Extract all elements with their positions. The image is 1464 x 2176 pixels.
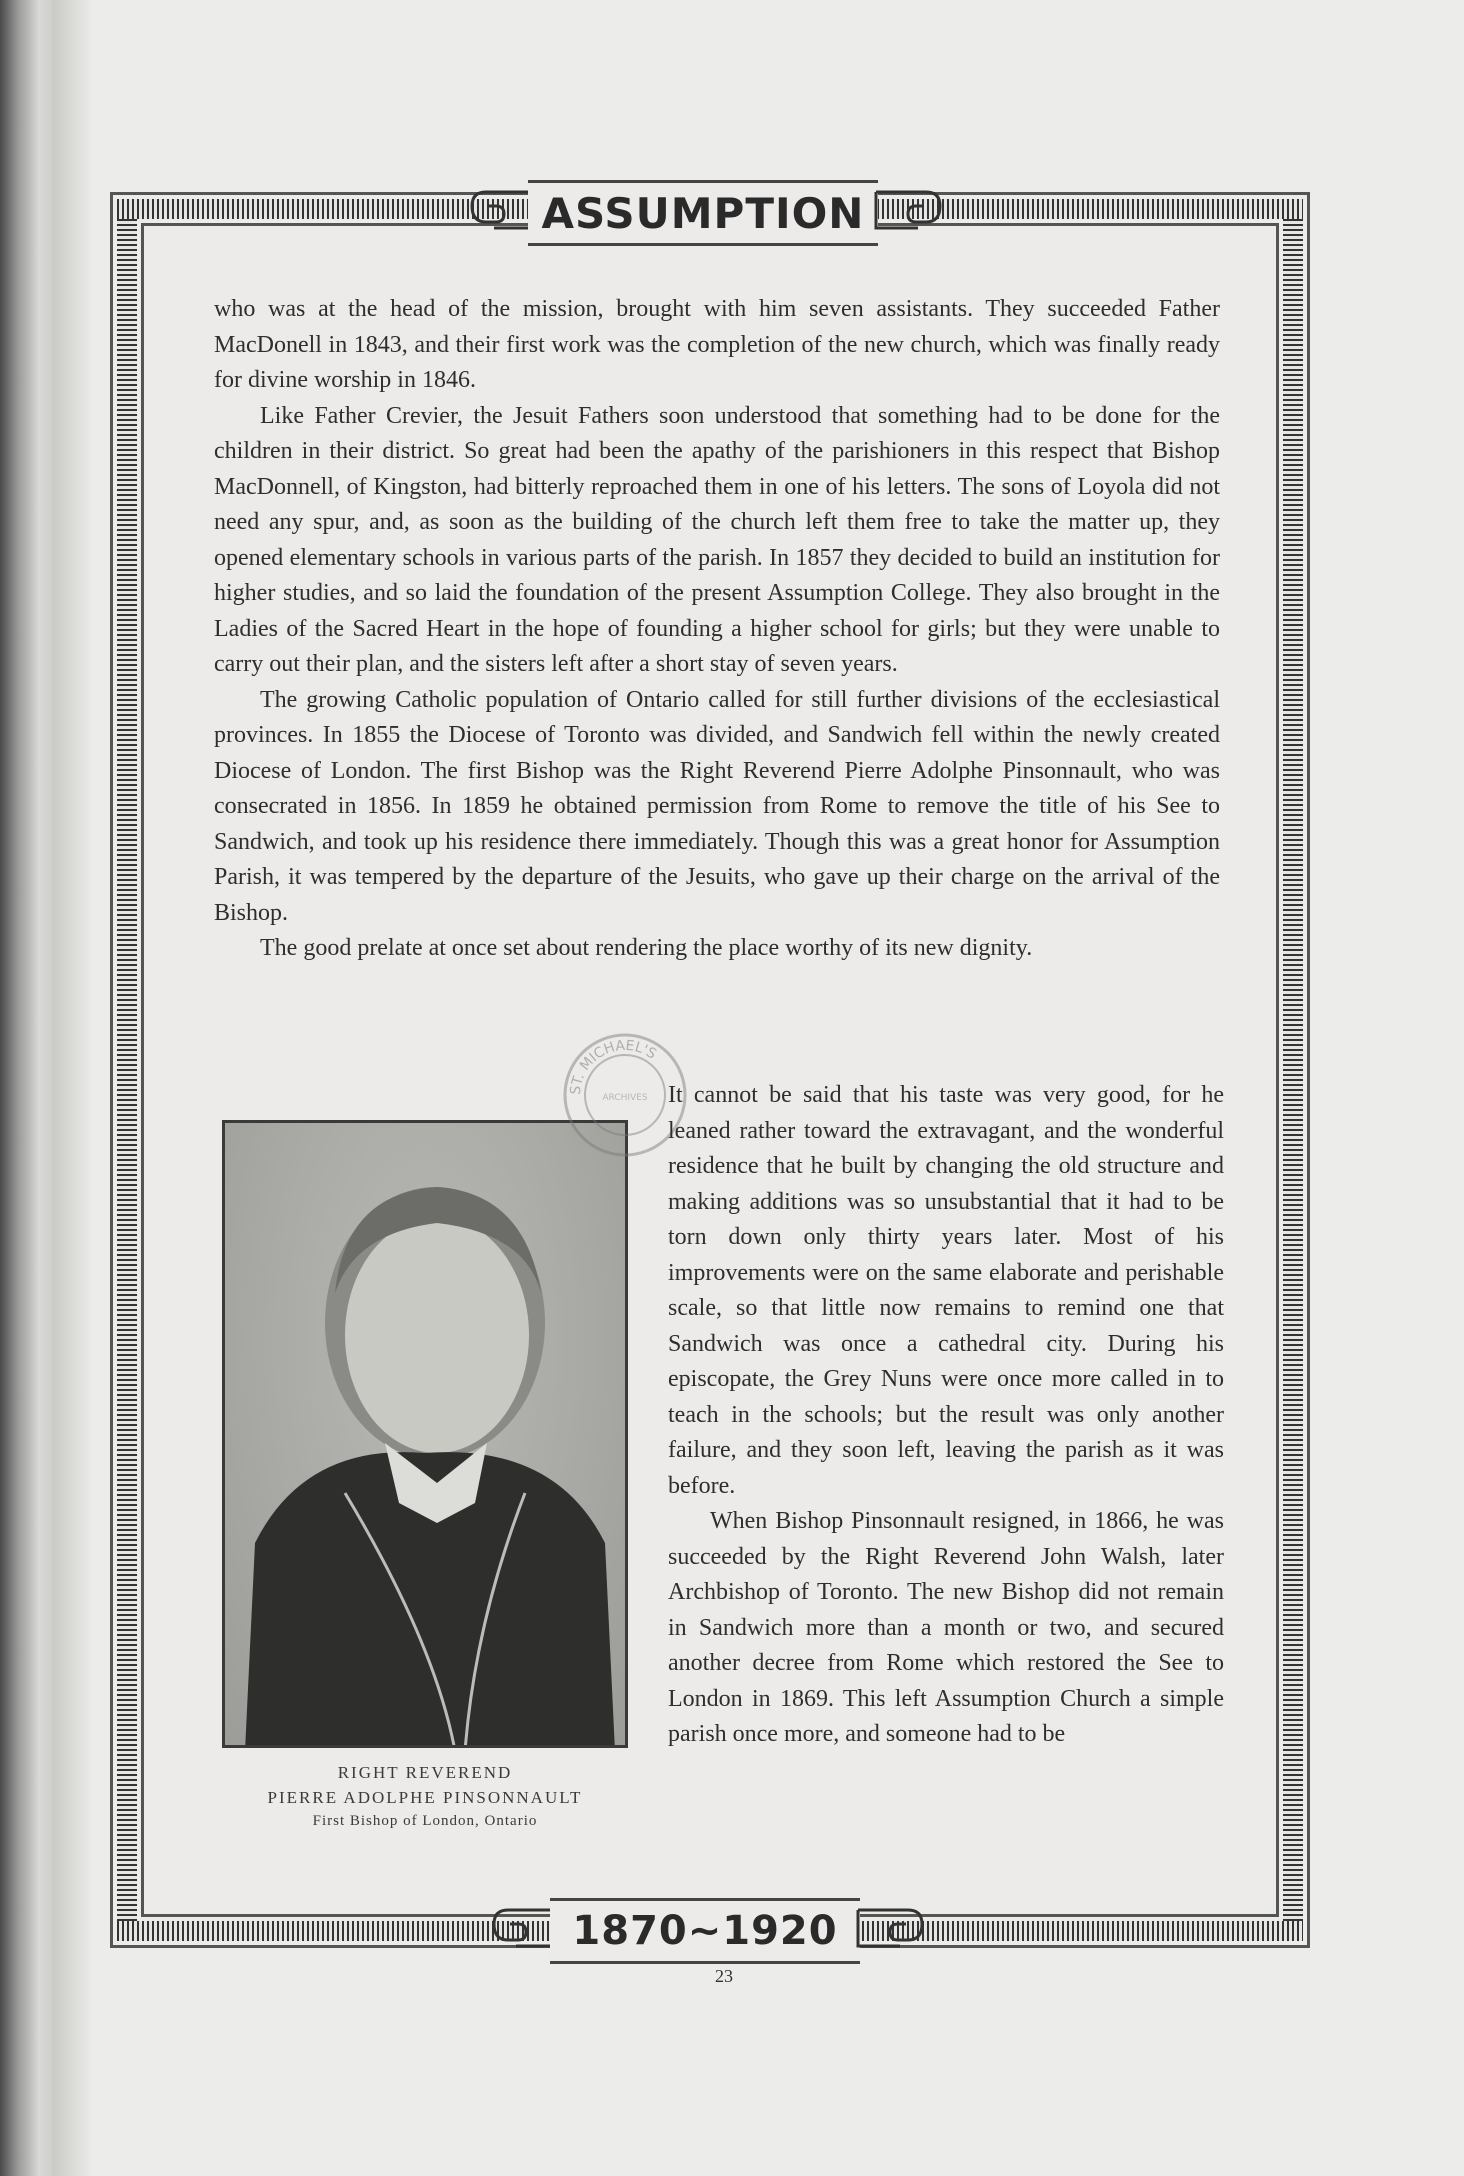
- caption-role: First Bishop of London, Ontario: [312, 1813, 538, 1829]
- scroll-ornament-bottom-right-icon: [856, 1900, 928, 1956]
- portrait-figure-icon: [225, 1123, 628, 1748]
- stamp-inner-text: ARCHIVES: [602, 1093, 648, 1103]
- column-paragraph-2: When Bishop Pinsonnault resigned, in 1866, he was succeeded by the Right Reverend John Walsh, later Archbishop of Toronto. The new Bishop did not remain in Sandwich more than a month or two, and secured another decree from Rome which restored the See to London in 1869. This left Assumption Church a simple parish once more, and someone had to be: [668, 1508, 1224, 1747]
- paragraph-2: Like Father Crevier, the Jesuit Fathers soon understood that something had to be done for the children in their district. So great had been the apathy of the parishioners in this respect that Bishop MacDonnell, of Kingston, had bitterly reproached them in one of his letters. The sons of Loyola did not need any spur, and, as soon as the building of the church left them free to take the matter up, they opened elementary schools in various parts of the parish. In 1857 they decided to build an institution for higher studies, and so laid the foundation of the present Assumption College. They also brought in the Ladies of the Sacred Heart in the hope of founding a higher school for girls; but they were unable to carry out their plan, and the sisters left after a short stay of seven years.: [214, 402, 1220, 677]
- portrait-caption: [222, 1760, 628, 1833]
- page-gutter: [52, 0, 92, 2176]
- paragraph-1: who was at the head of the mission, brought with him seven assistants. They succeeded Father MacDonell in 1843, and their first work was the completion of the new church, which was finally ready for divine worship in 1846.: [214, 296, 1220, 393]
- caption-name: PIERRE ADOLPHE PINSONNAULT: [267, 1788, 583, 1807]
- column-paragraph-1: It cannot be said that his taste was very good, for he leaned rather toward the extravagant, and the wonderful residence that he built by changing the old structure and making additions was so unsubstantial that it had to be torn down only thirty years later. Most of his improvements were on the same elaborate and perishable scale, so that little now remains to remind one that Sandwich was once a cathedral city. During his episcopate, the Grey Nuns were once more called in to teach in the schools; but the result was only another failure, and they soon left, leaving the parish as it was before.: [668, 1082, 1224, 1499]
- paragraph-4: The good prelate at once set about rendering the place worthy of its new dignity.: [260, 935, 1033, 961]
- scroll-ornament-right-icon: [874, 182, 946, 238]
- paragraph-3: The growing Catholic population of Ontario called for still further divisions of the ecclesiastical provinces. In 1855 the Diocese of Toronto was divided, and Sandwich fell within the newly created Diocese of London. The first Bishop was the Right Reverend Pierre Adolphe Pinsonnault, who was consecrated in 1856. In 1859 he obtained permission from Rome to remove the title of his See to Sandwich, and took up his residence there immediately. Though this was a great honor for Assumption Parish, it was tempered by the departure of the Jesuits, who gave up their charge on the arrival of the Bishop.: [214, 686, 1220, 926]
- banner-title: ASSUMPTION: [541, 188, 865, 238]
- stamp-text: ST. MICHAEL'S: [567, 1037, 660, 1096]
- adjacent-page-edge: [0, 0, 52, 2176]
- bishop-portrait-photo: [222, 1120, 628, 1748]
- footer-banner: [550, 1898, 860, 1964]
- right-column-text: [668, 1078, 1224, 1753]
- header-banner: [528, 180, 878, 246]
- svg-text:ST. MICHAEL'S: [568, 1038, 659, 1096]
- banner-years: 1870~1920: [572, 1908, 838, 1954]
- main-text-block: [214, 292, 1220, 967]
- page-number: 23: [715, 1966, 733, 1986]
- caption-title: RIGHT REVEREND: [337, 1763, 513, 1782]
